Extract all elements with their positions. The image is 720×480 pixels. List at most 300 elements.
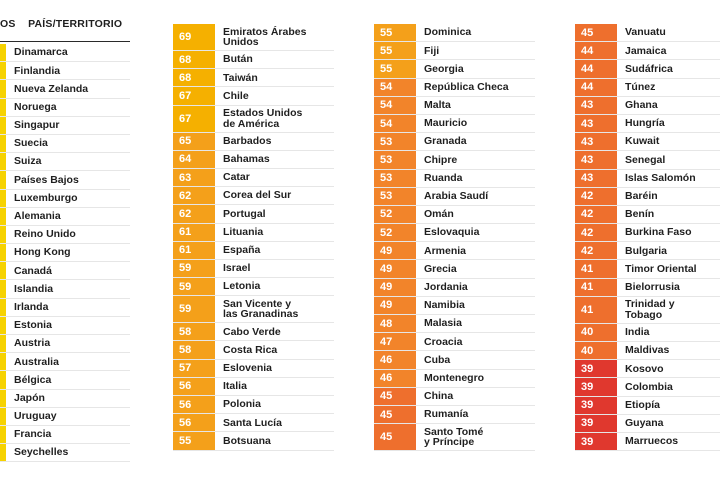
country-name-text: España	[223, 244, 261, 257]
ranking-row	[374, 424, 535, 451]
header-country-label: PAÍS/TERRITORIO	[28, 18, 123, 30]
ranking-row	[173, 106, 334, 133]
country-name-text: Dominica	[424, 26, 472, 39]
country-name-text: Uruguay	[14, 410, 57, 423]
score-badge: 43	[575, 115, 617, 132]
score-badge: 52	[374, 224, 416, 241]
ranking-row	[0, 117, 130, 135]
ranking-row	[0, 426, 130, 444]
ranking-row	[0, 244, 130, 262]
score-badge: 39	[575, 378, 617, 395]
country-name	[416, 370, 535, 387]
country-name	[416, 224, 535, 241]
country-name	[416, 60, 535, 77]
country-name	[617, 260, 720, 277]
country-name-text: Timor Oriental	[625, 262, 697, 275]
country-name	[6, 408, 130, 425]
country-name	[617, 170, 720, 187]
score-badge: 49	[374, 260, 416, 277]
ranking-row	[173, 69, 334, 87]
score-badge: 44	[575, 42, 617, 59]
ranking-row	[374, 115, 535, 133]
score-badge: 49	[374, 279, 416, 296]
ranking-row	[374, 60, 535, 78]
ranking-row	[173, 169, 334, 187]
country-name-text: San Vicente y las Granadinas	[223, 297, 299, 321]
score-badge: 40	[575, 324, 617, 341]
ranking-row	[575, 133, 720, 151]
country-name-text: Bulgaria	[625, 244, 668, 257]
ranking-row	[575, 242, 720, 260]
ranking-row	[173, 414, 334, 432]
score-badge: 65	[173, 133, 215, 150]
score-badge: 64	[173, 151, 215, 168]
country-name	[6, 280, 130, 297]
score-badge: 62	[173, 205, 215, 222]
ranking-row	[575, 188, 720, 206]
country-name	[6, 153, 130, 170]
country-name	[215, 432, 334, 449]
score-badge: 58	[173, 323, 215, 340]
country-name-text: Chile	[223, 89, 249, 102]
country-name-text: Baréin	[625, 190, 658, 203]
score-badge: 45	[374, 388, 416, 405]
ranking-row	[0, 280, 130, 298]
country-name-text: Islas Salomón	[625, 171, 696, 184]
score-badge: 49	[374, 242, 416, 259]
country-name-text: Islandia	[14, 282, 54, 295]
ranking-row	[374, 279, 535, 297]
score-badge: 46	[374, 370, 416, 387]
country-name-text: Canadá	[14, 264, 52, 277]
country-name-text: Suiza	[14, 155, 42, 168]
country-name-text: Marruecos	[625, 435, 679, 448]
ranking-row	[0, 190, 130, 208]
country-name	[6, 426, 130, 443]
score-badge: 53	[374, 151, 416, 168]
country-name	[215, 296, 334, 322]
ranking-row	[575, 360, 720, 378]
country-name	[215, 260, 334, 277]
country-name	[416, 242, 535, 259]
country-name	[617, 397, 720, 414]
ranking-row	[374, 24, 535, 42]
country-name	[6, 80, 130, 97]
ranking-row	[374, 351, 535, 369]
country-name-text: Francia	[14, 428, 52, 441]
country-name-text: Montenegro	[424, 371, 485, 384]
country-name	[215, 205, 334, 222]
score-badge: 57	[173, 360, 215, 377]
country-name-text: Colombia	[625, 380, 673, 393]
country-name-text: Kuwait	[625, 135, 660, 148]
country-name-text: Sudáfrica	[625, 62, 673, 75]
country-name-text: Letonia	[223, 280, 261, 293]
ranking-column-2	[173, 24, 334, 451]
country-name	[215, 24, 334, 50]
ranking-row	[0, 390, 130, 408]
country-name	[215, 396, 334, 413]
country-name	[617, 378, 720, 395]
country-name	[6, 317, 130, 334]
country-name	[416, 406, 535, 423]
country-name-text: Omán	[424, 208, 454, 221]
country-name	[416, 79, 535, 96]
country-name	[6, 244, 130, 261]
country-name	[215, 378, 334, 395]
country-name	[6, 208, 130, 225]
ranking-row	[173, 51, 334, 69]
country-name	[6, 44, 130, 61]
country-name	[6, 335, 130, 352]
score-badge: 44	[575, 79, 617, 96]
country-name-text: Taiwán	[223, 71, 258, 84]
country-name	[416, 260, 535, 277]
ranking-row	[374, 97, 535, 115]
ranking-row	[575, 79, 720, 97]
ranking-row	[374, 206, 535, 224]
country-name-text: Eslovaquia	[424, 226, 480, 239]
ranking-row	[173, 87, 334, 105]
country-name-text: Lituania	[223, 225, 264, 238]
score-badge: 54	[374, 115, 416, 132]
country-name-text: Países Bajos	[14, 173, 79, 186]
country-name-text: Barbados	[223, 134, 272, 147]
ranking-column-3	[374, 24, 535, 451]
country-name-text: Portugal	[223, 207, 266, 220]
ranking-row	[575, 224, 720, 242]
ranking-row	[0, 335, 130, 353]
ranking-column-4	[575, 24, 720, 451]
country-name	[215, 169, 334, 186]
table-header	[0, 18, 122, 30]
country-name-text: República Checa	[424, 80, 509, 93]
ranking-row	[374, 170, 535, 188]
score-badge: 52	[374, 206, 416, 223]
ranking-column-1	[0, 44, 130, 462]
score-badge: 53	[374, 170, 416, 187]
country-name	[617, 60, 720, 77]
score-badge: 45	[374, 406, 416, 423]
country-name-text: Japón	[14, 391, 45, 404]
score-badge: 67	[173, 106, 215, 132]
score-badge: 42	[575, 242, 617, 259]
score-badge: 59	[173, 296, 215, 322]
country-name	[6, 262, 130, 279]
country-name	[6, 353, 130, 370]
country-name	[416, 115, 535, 132]
ranking-row	[575, 324, 720, 342]
score-badge: 62	[173, 187, 215, 204]
country-name-text: Italia	[223, 380, 247, 393]
country-name-text: Rumanía	[424, 408, 469, 421]
score-badge: 39	[575, 360, 617, 377]
ranking-row	[0, 408, 130, 426]
country-name	[617, 224, 720, 241]
score-badge: 56	[173, 414, 215, 431]
score-badge: 48	[374, 315, 416, 332]
country-name-text: Seychelles	[14, 446, 69, 459]
ranking-row	[575, 397, 720, 415]
country-name	[215, 187, 334, 204]
country-name-text: Malta	[424, 99, 451, 112]
country-name-text: Trinidad y Tobago	[625, 298, 675, 321]
country-name-text: Arabia Saudí	[424, 190, 489, 203]
country-name-text: Granada	[424, 135, 467, 148]
country-name-text: Eslovenia	[223, 361, 273, 374]
country-name-text: Costa Rica	[223, 343, 278, 356]
country-name	[617, 324, 720, 341]
score-badge: 56	[173, 396, 215, 413]
country-name-text: Fiji	[424, 44, 440, 57]
country-name-text: Noruega	[14, 100, 57, 113]
score-badge: 59	[173, 260, 215, 277]
ranking-row	[374, 133, 535, 151]
ranking-row	[374, 224, 535, 242]
ranking-row	[173, 205, 334, 223]
ranking-row	[374, 42, 535, 60]
country-name-text: Dinamarca	[14, 46, 68, 59]
score-badge: 55	[374, 24, 416, 41]
score-badge: 39	[575, 415, 617, 432]
country-name-text: Santo Tomé y Príncipe	[424, 425, 484, 449]
country-name-text: Benín	[625, 208, 655, 221]
country-name-text: Catar	[223, 171, 250, 184]
country-name	[6, 99, 130, 116]
score-badge: 43	[575, 151, 617, 168]
country-name	[416, 388, 535, 405]
country-name	[416, 42, 535, 59]
country-name-text: India	[625, 326, 650, 339]
ranking-row	[0, 371, 130, 389]
ranking-row	[173, 187, 334, 205]
ranking-row	[173, 296, 334, 323]
score-badge: 39	[575, 397, 617, 414]
country-name-text: Georgia	[424, 62, 464, 75]
ranking-row	[374, 333, 535, 351]
score-badge: 45	[575, 24, 617, 41]
ranking-row	[173, 24, 334, 51]
score-badge: 69	[173, 24, 215, 50]
score-badge: 63	[173, 169, 215, 186]
country-name-text: Israel	[223, 262, 251, 275]
country-name-text: Reino Unido	[14, 228, 76, 241]
country-name	[6, 444, 130, 461]
score-badge: 42	[575, 188, 617, 205]
ranking-row	[374, 388, 535, 406]
ranking-row	[173, 396, 334, 414]
country-name	[6, 62, 130, 79]
country-name-text: Botsuana	[223, 434, 271, 447]
country-name-text: Bahamas	[223, 153, 270, 166]
country-name	[416, 170, 535, 187]
score-badge: 53	[374, 188, 416, 205]
score-badge: 40	[575, 342, 617, 359]
score-badge: 58	[173, 341, 215, 358]
country-name-text: Maldivas	[625, 344, 670, 357]
country-name	[6, 135, 130, 152]
country-name	[416, 206, 535, 223]
country-name	[617, 42, 720, 59]
ranking-row	[575, 342, 720, 360]
score-badge: 68	[173, 69, 215, 86]
ranking-row	[0, 44, 130, 62]
country-name	[416, 297, 535, 314]
country-name	[617, 115, 720, 132]
score-badge: 41	[575, 279, 617, 296]
ranking-row	[374, 297, 535, 315]
score-badge: 55	[374, 60, 416, 77]
country-name	[617, 97, 720, 114]
ranking-row	[0, 444, 130, 462]
country-name	[215, 242, 334, 259]
score-badge: 39	[575, 433, 617, 450]
ranking-row	[0, 353, 130, 371]
country-name-text: Luxemburgo	[14, 191, 78, 204]
country-name-text: China	[424, 390, 454, 403]
ranking-row	[575, 378, 720, 396]
country-name-text: Kosovo	[625, 362, 664, 375]
ranking-row	[0, 153, 130, 171]
country-name-text: Australia	[14, 355, 59, 368]
ranking-row	[0, 62, 130, 80]
country-name-text: Armenia	[424, 244, 467, 257]
country-name-text: Finlandia	[14, 64, 61, 77]
ranking-row	[575, 24, 720, 42]
country-name	[416, 24, 535, 41]
country-name	[215, 414, 334, 431]
score-badge: 61	[173, 242, 215, 259]
ranking-row	[173, 341, 334, 359]
country-name	[617, 360, 720, 377]
country-name-text: Estados Unidos de América	[223, 107, 303, 130]
country-name	[617, 297, 720, 323]
country-name-text: Etiopía	[625, 398, 661, 411]
ranking-row	[575, 170, 720, 188]
country-name-text: Namibia	[424, 299, 465, 312]
score-badge: 44	[575, 60, 617, 77]
country-name	[617, 133, 720, 150]
country-name	[215, 69, 334, 86]
country-name-text: Hungría	[625, 117, 665, 130]
ranking-row	[374, 315, 535, 333]
country-name	[617, 24, 720, 41]
ranking-row	[374, 370, 535, 388]
country-name-text: Estonia	[14, 319, 52, 332]
country-name	[215, 360, 334, 377]
ranking-row	[374, 260, 535, 278]
country-name	[416, 188, 535, 205]
country-name	[617, 206, 720, 223]
ranking-row	[173, 323, 334, 341]
ranking-row	[374, 242, 535, 260]
ranking-row	[575, 415, 720, 433]
header-score-label: OS	[0, 18, 16, 30]
country-name	[6, 299, 130, 316]
ranking-row	[173, 432, 334, 450]
country-name-text: Jordania	[424, 280, 468, 293]
country-name	[416, 97, 535, 114]
country-name-text: Grecia	[424, 262, 457, 275]
score-badge: 47	[374, 333, 416, 350]
country-name-text: Emiratos Árabes Unidos	[223, 25, 307, 48]
country-name-text: Singapur	[14, 119, 60, 132]
country-name	[416, 315, 535, 332]
country-name-text: Mauricio	[424, 117, 468, 130]
ranking-row	[0, 80, 130, 98]
score-badge: 55	[374, 42, 416, 59]
country-name	[617, 433, 720, 450]
country-name-text: Austria	[14, 337, 51, 350]
country-name-text: Corea del Sur	[223, 189, 292, 202]
country-name	[215, 323, 334, 340]
ranking-row	[575, 260, 720, 278]
ranking-row	[575, 115, 720, 133]
score-badge: 68	[173, 51, 215, 68]
ranking-row	[575, 297, 720, 324]
score-badge: 54	[374, 97, 416, 114]
country-name	[215, 224, 334, 241]
ranking-row	[0, 262, 130, 280]
country-name	[6, 117, 130, 134]
country-name	[215, 106, 334, 132]
ranking-row	[575, 60, 720, 78]
country-name	[6, 190, 130, 207]
country-name	[215, 341, 334, 358]
ranking-row	[0, 299, 130, 317]
ranking-row	[0, 99, 130, 117]
ranking-row	[173, 133, 334, 151]
ranking-row	[0, 226, 130, 244]
country-name	[6, 371, 130, 388]
country-name	[215, 133, 334, 150]
score-badge: 67	[173, 87, 215, 104]
ranking-row	[374, 79, 535, 97]
country-name-text: Senegal	[625, 153, 666, 166]
country-name-text: Bután	[223, 53, 253, 66]
score-badge: 54	[374, 79, 416, 96]
score-badge: 41	[575, 260, 617, 277]
country-name	[6, 171, 130, 188]
country-name-text: Cuba	[424, 353, 451, 366]
score-badge: 59	[173, 278, 215, 295]
country-name	[416, 333, 535, 350]
country-name	[416, 133, 535, 150]
country-name-text: Nueva Zelanda	[14, 82, 89, 95]
score-badge: 45	[374, 424, 416, 450]
ranking-row	[575, 97, 720, 115]
score-badge: 43	[575, 133, 617, 150]
country-name	[617, 279, 720, 296]
ranking-row	[575, 151, 720, 169]
country-name-text: Vanuatu	[625, 26, 666, 39]
country-name-text: Polonia	[223, 398, 261, 411]
country-name	[215, 151, 334, 168]
ranking-row	[0, 171, 130, 189]
country-name	[6, 390, 130, 407]
country-name	[617, 342, 720, 359]
score-badge: 55	[173, 432, 215, 449]
country-name-text: Malasia	[424, 317, 462, 330]
country-name-text: Ghana	[625, 99, 658, 112]
score-badge: 49	[374, 297, 416, 314]
country-name	[215, 87, 334, 104]
ranking-row	[0, 317, 130, 335]
country-name-text: Ruanda	[424, 171, 463, 184]
country-name-text: Chipre	[424, 153, 458, 166]
country-name-text: Suecia	[14, 137, 48, 150]
country-name	[416, 279, 535, 296]
